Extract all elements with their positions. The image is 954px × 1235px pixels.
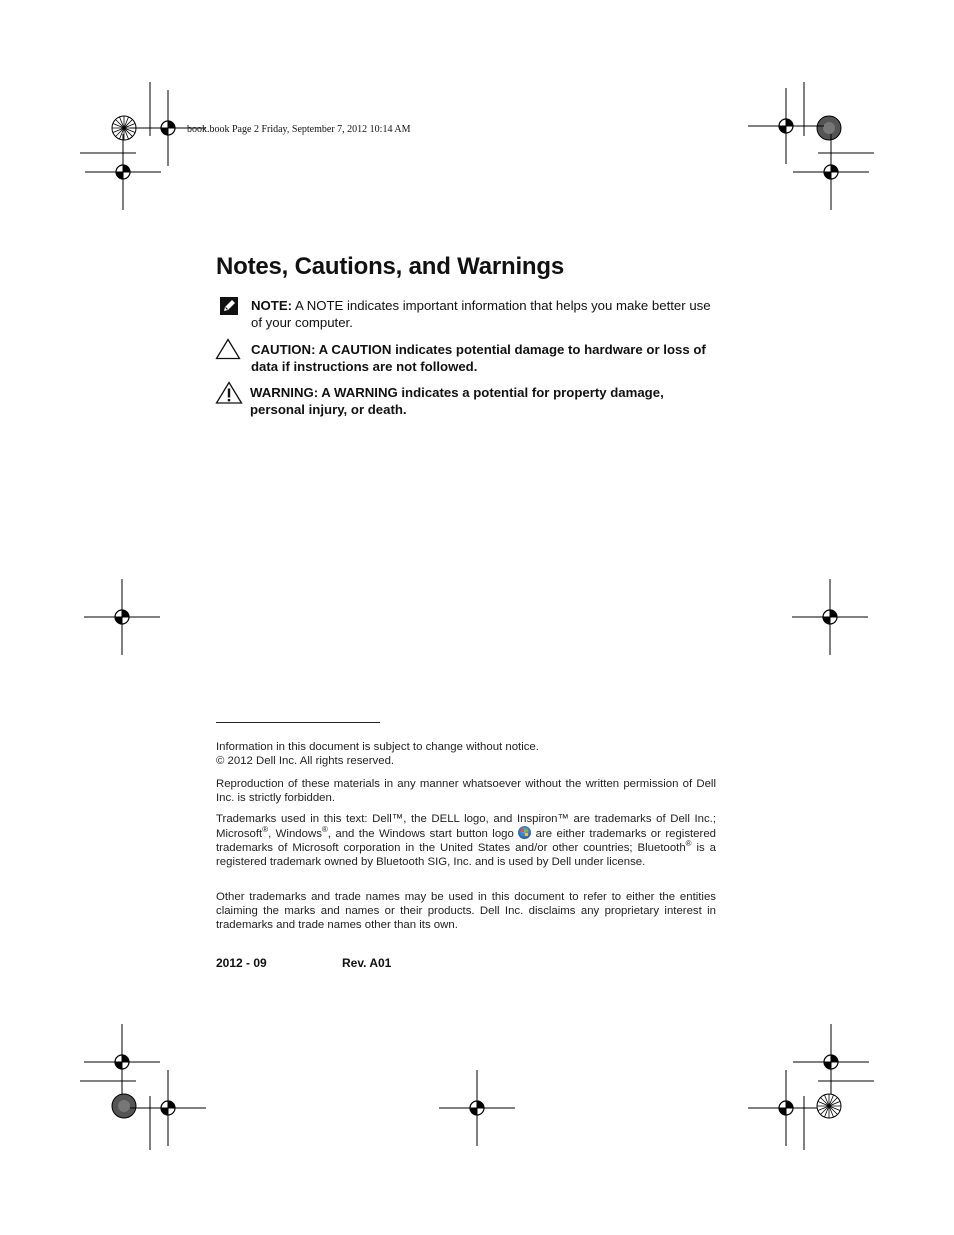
trademark-text: are either trademarks or registered trademarks of Microsoft corporation in the United States and/or other countries; Bluetooth: [216, 828, 716, 854]
copyright: © 2012 Dell Inc. All rights reserved.: [216, 755, 395, 767]
trademark-text: is a registered trademark owned by Bluetooth SIG, Inc. and is used by Dell under license.: [216, 842, 716, 868]
windows-logo-icon: [518, 826, 531, 839]
footnote-separator: [216, 722, 380, 723]
registration-mark-icon: [793, 1024, 869, 1100]
legal-paragraph-3: [216, 812, 716, 869]
warning-triangle-icon: [215, 381, 243, 405]
registration-mark-icon: [792, 579, 868, 655]
caution-text: CAUTION: A CAUTION indicates potential damage to hardware or loss of data if instructions are not followed.: [251, 342, 706, 374]
registration-mark-icon: [84, 1024, 160, 1100]
registration-mark-icon: [85, 134, 161, 210]
change-notice: Information in this document is subject to change without notice.: [216, 741, 539, 753]
note-pencil-icon: [219, 296, 239, 316]
registration-dense-icon: [817, 116, 841, 140]
registered-mark: ®: [321, 825, 328, 835]
registration-mark-icon: [130, 1070, 206, 1146]
registration-mark-icon: [748, 1070, 824, 1146]
legal-paragraph-1: [216, 740, 716, 768]
page-title: Notes, Cautions, and Warnings: [216, 253, 565, 280]
registered-mark: ®: [685, 839, 692, 849]
note-label: NOTE:: [251, 298, 293, 313]
trademark-text: , and the Windows start button logo: [327, 828, 519, 840]
caution-triangle-icon: [215, 338, 241, 360]
registration-mark-icon: [84, 579, 160, 655]
registered-mark: ®: [262, 825, 269, 835]
registration-mark-icon: [439, 1070, 515, 1146]
note-body: A NOTE indicates important information that helps you make better use of your computer.: [251, 298, 711, 330]
registration-mark-icon: [748, 88, 824, 164]
revision: Rev. A01: [342, 956, 392, 970]
warning-text: WARNING: A WARNING indicates a potential for property damage, personal injury, or death.: [250, 385, 664, 417]
registration-dense-icon: [112, 1094, 136, 1118]
note-text: [251, 297, 721, 331]
registration-star-icon: [817, 1094, 841, 1118]
trademark-text: , Windows: [268, 828, 322, 840]
legal-paragraph-4: Other trademarks and trade names may be used in this document to refer to either the entities claiming the marks and names or their products. Dell Inc. disclaims any proprietary interest in trademarks and trade names other than its own.: [216, 891, 716, 931]
publication-date: 2012 - 09: [216, 956, 267, 970]
trademark-text: Trademarks used in this text: Dell™, the DELL logo, and Inspiron™ are trademarks of Dell Inc.; Microsoft: [216, 813, 716, 840]
running-head: book.book Page 2 Friday, September 7, 2012 10:14 AM: [187, 124, 411, 135]
registration-mark-icon: [793, 134, 869, 210]
legal-paragraph-2: Reproduction of these materials in any manner whatsoever without the written permission of Dell Inc. is strictly forbidden.: [216, 778, 716, 804]
